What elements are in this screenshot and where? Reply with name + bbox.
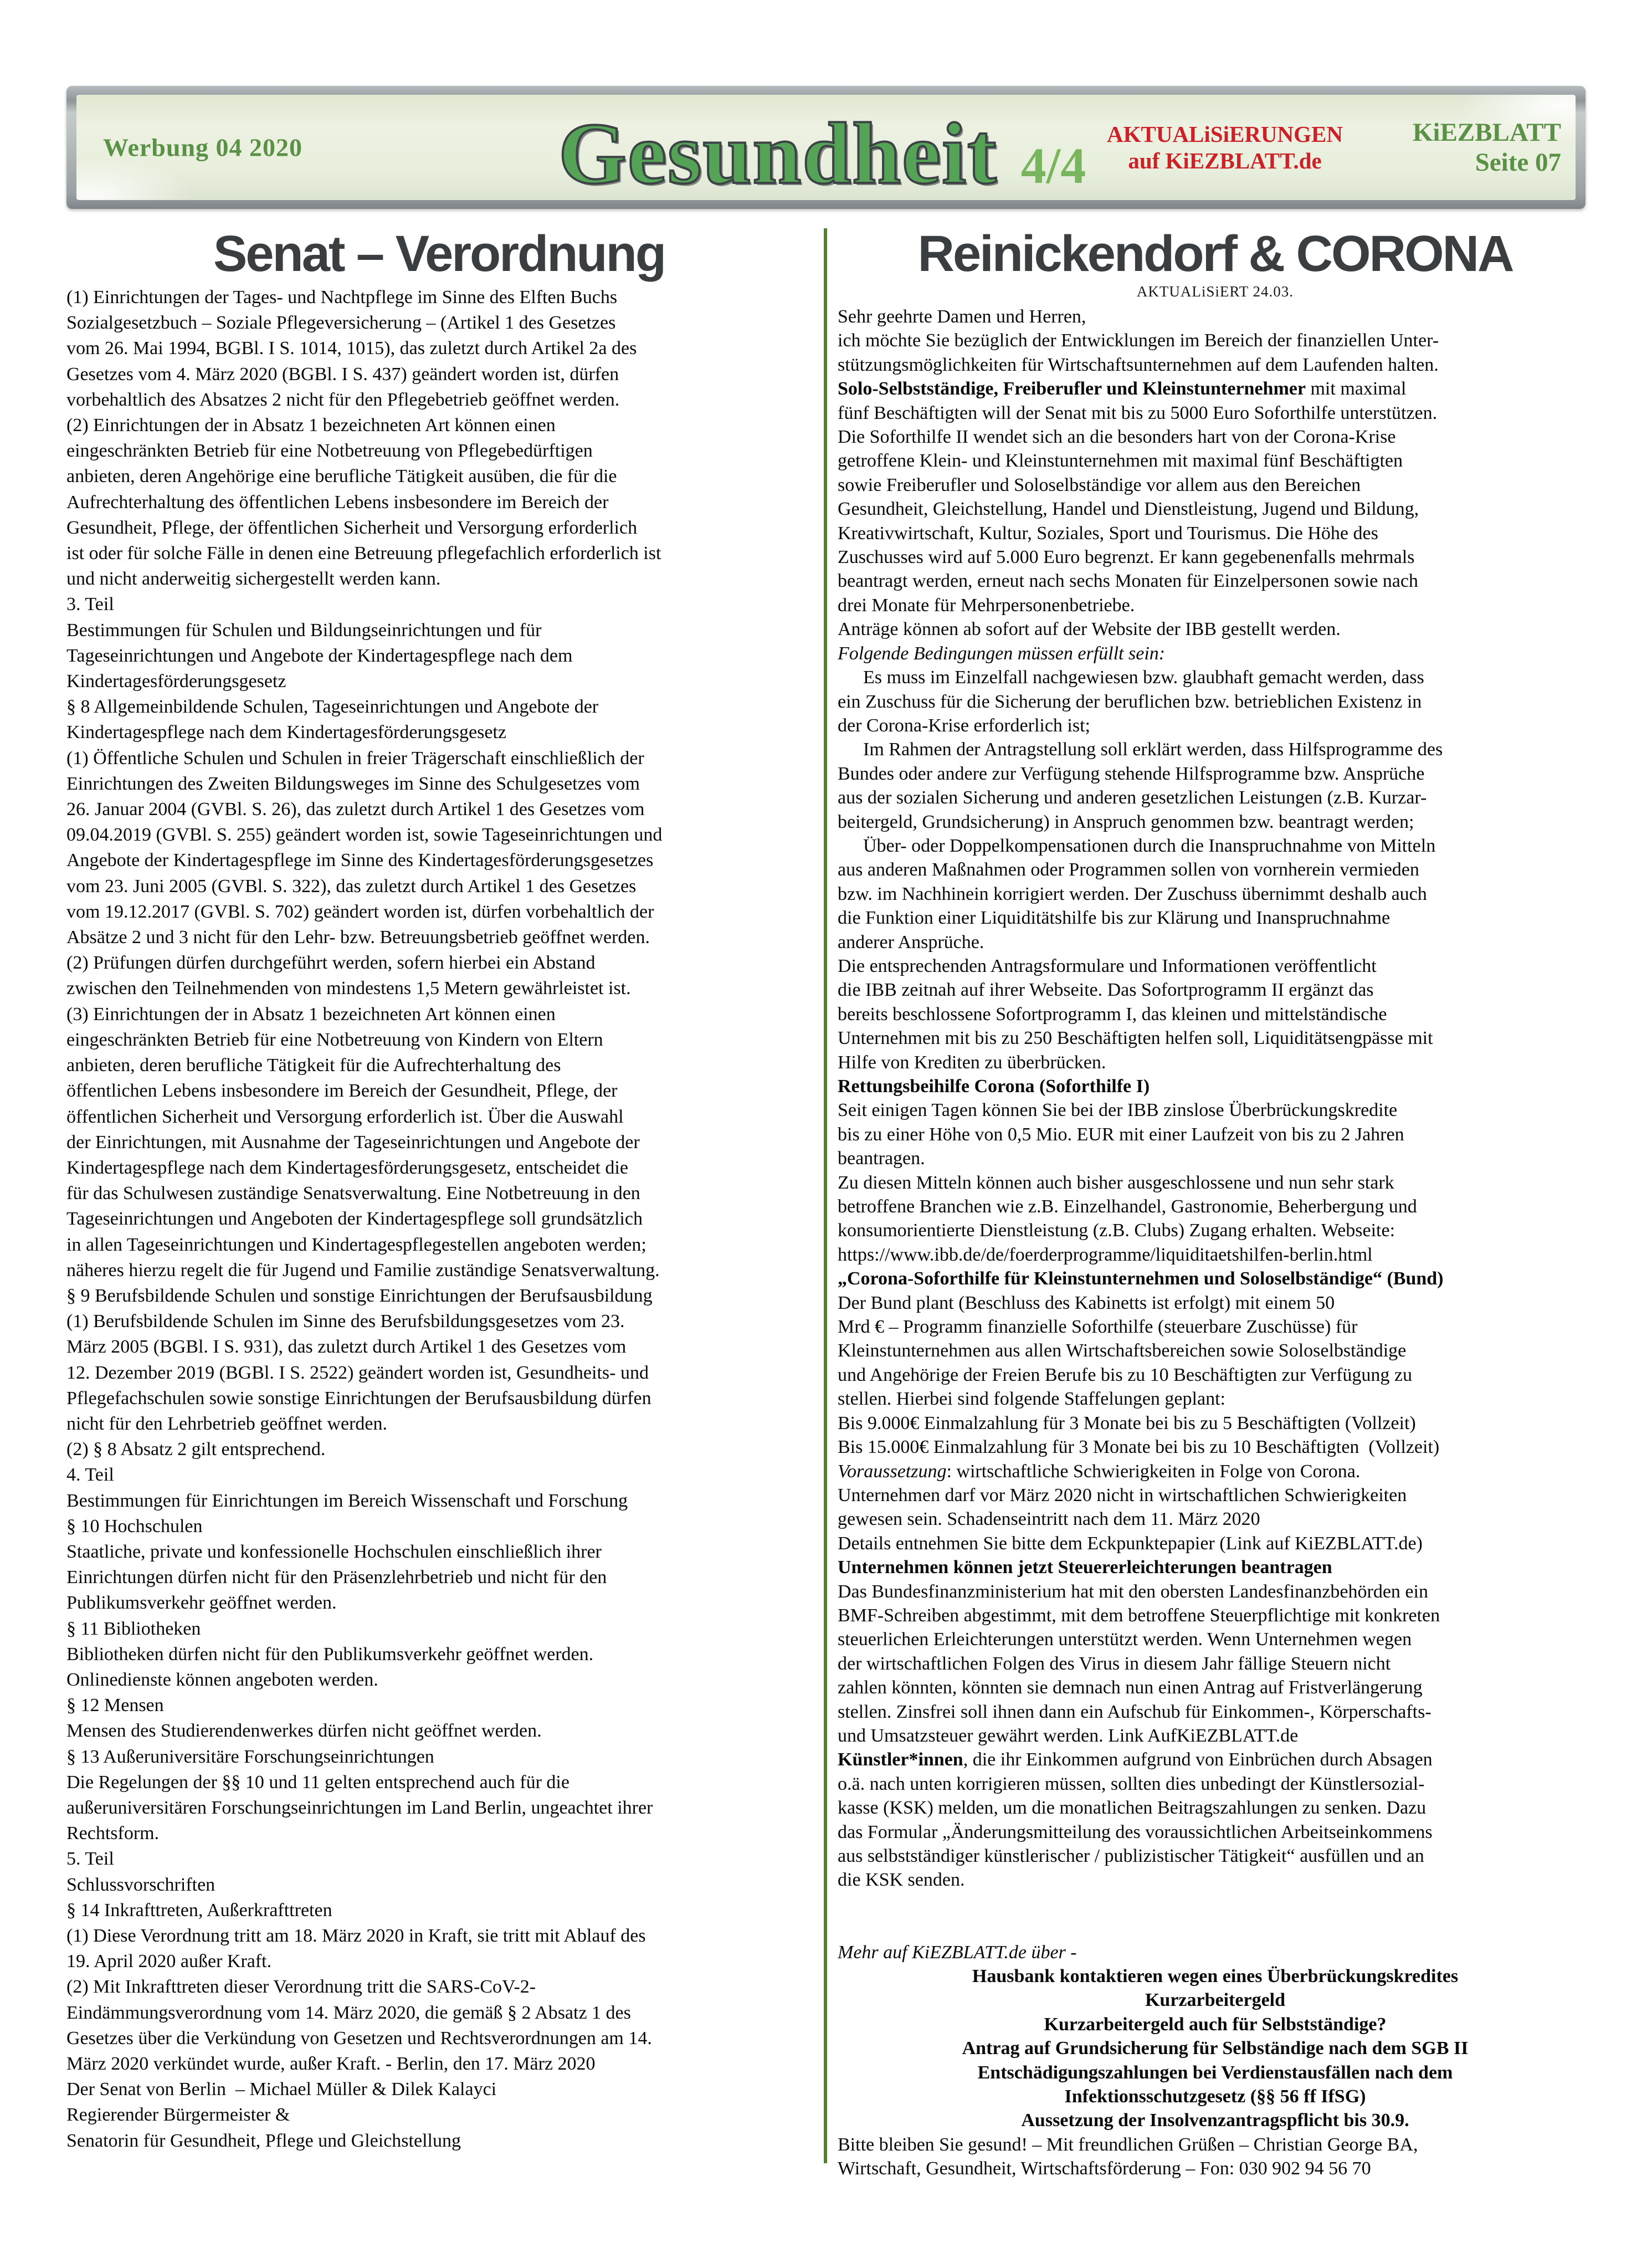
page-number-label: Seite 07	[1475, 148, 1561, 177]
page-part-indicator: 4/4	[1020, 137, 1086, 194]
text-line: Mehr auf KiEZBLATT.de über -	[838, 1942, 1077, 1963]
article-reinickendorf-corona	[838, 226, 1593, 2181]
text-line: § 14 Inkrafttreten, Außerkrafttreten	[66, 1899, 332, 1921]
text-line: Gesetzes über die Verkündung von Gesetzen und Rechtsverordnungen am 14.	[66, 2027, 652, 2049]
text-line: Pflegefachschulen sowie sonstige Einrichtungen der Berufsausbildung dürfen	[66, 1387, 651, 1409]
brand-block	[1413, 117, 1561, 177]
lead-emphasis: Voraussetzung	[838, 1461, 947, 1482]
text-line: BMF-Schreiben abgestimmt, mit dem betroffene Steuerpflichtige mit konkreten	[838, 1605, 1440, 1626]
text-line: aus anderen Maßnahmen oder Programmen sollen von vornherein vermieden	[838, 859, 1419, 880]
text-line: Infektionsschutzgesetz (§§ 56 ff IfSG)	[1064, 2086, 1366, 2107]
right-article-heading: Reinickendorf & CORONA	[917, 226, 1513, 282]
text-line: https://www.ibb.de/de/foerderprogramme/liquiditaetshilfen-berlin.html	[838, 1244, 1373, 1265]
text-line: für das Schulwesen zuständige Senatsverwaltung. Eine Notbetreuung in den	[66, 1183, 640, 1204]
text-line: Kurzarbeitergeld	[1145, 1990, 1286, 2011]
text-line: öffentlichen Lebens insbesondere im Bereich der Gesundheit, Pflege, der	[66, 1081, 618, 1102]
text-line: anbieten, deren berufliche Tätigkeit für die Aufrechterhaltung des	[66, 1055, 561, 1076]
text-line: die KSK senden.	[838, 1870, 965, 1891]
text-line: Hausbank kontaktieren wegen eines Überbrückungskredites	[972, 1966, 1459, 1987]
text-line: Absätze 2 und 3 nicht für den Lehr- bzw. Betreuungsbetrieb geöffnet werden.	[66, 927, 650, 948]
line-text: mit maximal	[1305, 378, 1407, 400]
text-line: 3. Teil	[66, 594, 114, 615]
text-line: Wirtschaft, Gesundheit, Wirtschaftsförderung – Fon: 030 902 94 56 70	[838, 2158, 1371, 2179]
text-line: anderer Ansprüche.	[838, 931, 984, 953]
text-line: (2) Einrichtungen der in Absatz 1 bezeichneten Art können einen	[66, 415, 556, 436]
text-line: Eindämmungsverordnung vom 14. März 2020, die gemäß § 2 Absatz 1 des	[66, 2002, 631, 2023]
line-text: , die ihr Einkommen aufgrund von Einbrüchen durch Absagen	[963, 1749, 1433, 1770]
text-line: die Funktion einer Liquiditätshilfe bis zur Klärung und Inanspruchnahme	[838, 908, 1391, 929]
text-line: Kreativwirtschaft, Kultur, Soziales, Sport und Tourismus. Die Höhe des	[838, 523, 1378, 544]
text-line: bzw. im Nachhinein korrigiert werden. Der Zuschuss übernimmt deshalb auch	[838, 883, 1427, 904]
text-line: steuerlichen Erleichterungen unterstützt werden. Wenn Unternehmen wegen	[838, 1629, 1412, 1650]
text-line: aus selbstständiger künstlerischer / publizistischer Tätigkeit“ ausfüllen und an	[838, 1846, 1424, 1866]
text-line: Senatorin für Gesundheit, Pflege und Gleichstellung	[66, 2130, 461, 2151]
text-line: stellen. Zinsfrei soll ihnen dann ein Aufschub für Einkommen-, Körperschafts-	[838, 1701, 1432, 1722]
text-line: Publikumsverkehr geöffnet werden.	[66, 1593, 337, 1614]
text-line: konsumorientierte Dienstleistung (z.B. Clubs) Zugang erhalten. Webseite:	[838, 1220, 1396, 1241]
text-line: Seit einigen Tagen können Sie bei der IBB zinslose Überbrückungskredite	[838, 1100, 1398, 1121]
text-line: öffentlichen Sicherheit und Versorgung erforderlich ist. Über die Auswahl	[66, 1106, 624, 1127]
text-line: Zu diesen Mitteln können auch bisher ausgeschlossene und nun sehr stark	[838, 1172, 1394, 1193]
text-line: (1) Einrichtungen der Tages- und Nachtpflege im Sinne des Elften Buchs	[66, 287, 618, 308]
text-line: Gesundheit, Gleichstellung, Handel und Dienstleistung, Jugend und Bildung,	[838, 499, 1419, 520]
text-line: Unternehmen mit bis zu 250 Beschäftigten helfen soll, Liquiditätsengpässe mit	[838, 1028, 1433, 1049]
text-line: o.ä. nach unten korrigieren müssen, sollten dies unbedingt der Künstlersozial-	[838, 1773, 1425, 1794]
text-line: ist oder für solche Fälle in denen eine Betreuung pflegefachlich erforderlich ist	[66, 543, 661, 564]
text-line: Kurzarbeitergeld auch für Selbstständige?	[1044, 2014, 1387, 2035]
text-line: und Umsatzsteuer gewährt werden. Link AufKiEZBLATT.de	[838, 1725, 1299, 1746]
text-line: der wirtschaftlichen Folgen des Virus in diesem Jahr fällige Steuern nicht	[838, 1653, 1391, 1674]
text-line: Bestimmungen für Einrichtungen im Bereich Wissenschaft und Forschung	[66, 1490, 628, 1511]
text-line: Gesundheit, Pflege, der öffentlichen Sicherheit und Versorgung erforderlich	[66, 517, 638, 538]
text-line: Unternehmen darf vor März 2020 nicht in wirtschaftlichen Schwierigkeiten	[838, 1484, 1407, 1506]
text-line: (2) Prüfungen dürfen durchgeführt werden, sofern hierbei ein Abstand	[66, 953, 596, 974]
text-line: zwischen den Teilnehmenden von mindestens 1,5 Metern gewährleistet ist.	[66, 978, 631, 999]
text-line: Staatliche, private und konfessionelle Hochschulen einschließlich ihrer	[66, 1541, 602, 1562]
text-line: Einrichtungen des Zweiten Bildungsweges im Sinne des Schulgesetzes vom	[66, 773, 640, 794]
right-article-body	[838, 305, 1593, 2181]
text-line: drei Monate für Mehrpersonenbetriebe.	[838, 595, 1135, 616]
text-line: Aufrechterhaltung des öffentlichen Lebens insbesondere im Bereich der	[66, 491, 609, 513]
text-line: 12. Dezember 2019 (BGBl. I S. 2522) geändert worden ist, Gesundheits- und	[66, 1362, 649, 1383]
text-line: Das Bundesfinanzministerium hat mit den obersten Landesfinanzbehörden ein	[838, 1581, 1428, 1602]
text-line: bereits beschlossene Sofortprogramm I, das kleinen und mittelständische	[838, 1003, 1387, 1025]
text-line: ein Zuschuss für die Sicherung der beruflichen bzw. betrieblichen Existenz in	[838, 691, 1422, 712]
text-line: 09.04.2019 (GVBl. S. 255) geändert worden ist, sowie Tageseinrichtungen und	[66, 825, 663, 846]
text-line: näheres hierzu regelt die für Jugend und Familie zuständige Senatsverwaltung.	[66, 1259, 660, 1281]
text-line: Regierender Bürgermeister &	[66, 2105, 290, 2126]
text-line: Im Rahmen der Antragstellung soll erklärt werden, dass Hilfsprogramme des	[863, 739, 1443, 760]
text-line: Tageseinrichtungen und Angebote der Kindertagespflege nach dem	[66, 645, 573, 666]
text-line: Es muss im Einzelfall nachgewiesen bzw. glaubhaft gemacht werden, dass	[863, 667, 1424, 688]
text-line: bis zu einer Höhe von 0,5 Mio. EUR mit einer Laufzeit von bis zu 2 Jahren	[838, 1124, 1404, 1145]
text-line: und nicht anderweitig sichergestellt werden kann.	[66, 569, 441, 590]
text-line: Kindertagespflege nach dem Kindertagesförderungsgesetz, entscheidet die	[66, 1157, 628, 1178]
text-line: außeruniversitären Forschungseinrichtungen im Land Berlin, ungeachtet ihrer	[66, 1797, 653, 1818]
updates-notice	[1107, 121, 1343, 174]
text-line: (3) Einrichtungen der in Absatz 1 bezeichneten Art können einen	[66, 1003, 556, 1025]
text-line: und Angehörige der Freien Berufe bis zu 10 Beschäftigten zur Verfügung zu	[838, 1364, 1413, 1385]
text-line: § 11 Bibliotheken	[66, 1618, 201, 1639]
text-line: Anträge können ab sofort auf der Website der IBB gestellt werden.	[838, 619, 1341, 640]
text-line: vom 19.12.2017 (GVBl. S. 702) geändert worden ist, dürfen vorbehaltlich der	[66, 901, 654, 922]
text-line: Rettungsbeihilfe Corona (Soforthilfe I)	[838, 1076, 1150, 1097]
text-line: sowie Freiberufler und Soloselbständige vor allem aus den Bereichen	[838, 474, 1361, 495]
text-line: Bundes oder andere zur Verfügung stehende Hilfsprogramme bzw. Ansprüche	[838, 763, 1425, 784]
text-line: § 12 Mensen	[66, 1695, 164, 1716]
text-line: Der Senat von Berlin – Michael Müller & Dilek Kalayci	[66, 2079, 497, 2100]
column-divider	[824, 228, 827, 2163]
text-line: Kleinstunternehmen aus allen Wirtschaftsbereichen sowie Soloselbständige	[838, 1340, 1407, 1361]
text-line: 26. Januar 2004 (GVBl. S. 26), das zuletzt durch Artikel 1 des Gesetzes vom	[66, 799, 645, 820]
text-line: vom 26. Mai 1994, BGBl. I S. 1014, 1015), das zuletzt durch Artikel 2a des	[66, 338, 637, 359]
text-line: getroffene Klein- und Kleinstunternehmen mit maximal fünf Beschäftigten	[838, 450, 1403, 472]
text-line: (2) § 8 Absatz 2 gilt entsprechend.	[66, 1439, 326, 1460]
lead-emphasis: Künstler*innen	[838, 1749, 963, 1770]
text-line: März 2020 verkündet wurde, außer Kraft. - Berlin, den 17. März 2020	[66, 2054, 596, 2075]
text-line: 4. Teil	[66, 1465, 114, 1486]
text-line: Aussetzung der Insolvenzantragspflicht bis 30.9.	[1021, 2110, 1409, 2131]
text-line: Mrd € – Programm finanzielle Soforthilfe (steuerbare Zuschüsse) für	[838, 1317, 1358, 1338]
text-line: betroffene Branchen wie z.B. Einzelhandel, Gastronomie, Beherbergung und	[838, 1196, 1417, 1217]
text-line: 5. Teil	[66, 1849, 114, 1870]
text-line: beantragen.	[838, 1148, 925, 1169]
text-line: Unternehmen können jetzt Steuererleichterungen beantragen	[838, 1557, 1332, 1578]
text-line: § 10 Hochschulen	[66, 1515, 203, 1537]
text-line: § 13 Außeruniversitäre Forschungseinrichtungen	[66, 1746, 434, 1767]
text-line: Tageseinrichtungen und Angeboten der Kindertagespflege soll grundsätzlich	[66, 1209, 643, 1230]
text-line: Entschädigungszahlungen bei Verdienstausfällen nach dem	[977, 2062, 1453, 2083]
edition-label: Werbung 04 2020	[103, 133, 303, 162]
text-line: das Formular „Änderungsmitteilung des voraussichtlichen Arbeitseinkommens	[838, 1821, 1433, 1842]
brand-name: KiEZBLATT	[1412, 118, 1561, 147]
text-line: 19. April 2020 außer Kraft.	[66, 1951, 272, 1972]
text-line: Folgende Bedingungen müssen erfüllt sein:	[838, 643, 1166, 664]
text-line: Einrichtungen dürfen nicht für den Präsenzlehrbetrieb und nicht für den	[66, 1567, 607, 1588]
text-line	[838, 377, 1593, 401]
text-line: (1) Diese Verordnung tritt am 18. März 2020 in Kraft, sie tritt mit Ablauf des	[66, 1926, 646, 1946]
updates-notice-line1: AKTUALiSiERUNGEN	[1106, 121, 1343, 147]
text-line: Rechtsform.	[66, 1823, 160, 1844]
text-line: Angebote der Kindertagespflege im Sinne des Kindertagesförderungsgesetzes	[66, 850, 654, 871]
text-line: Onlinedienste können angeboten werden.	[66, 1669, 378, 1690]
text-line: Bitte bleiben Sie gesund! – Mit freundlichen Grüßen – Christian George BA,	[838, 2134, 1418, 2155]
text-line: stützungsmöglichkeiten für Wirtschaftsunternehmen auf dem Laufenden halten.	[838, 354, 1439, 375]
text-line: Bis 15.000€ Einmalzahlung für 3 Monate bei bis zu 10 Beschäftigten (Vollzeit)	[838, 1437, 1440, 1458]
text-line: Gesetzes vom 4. März 2020 (BGBl. I S. 437) geändert worden ist, dürfen	[66, 363, 619, 385]
text-line: stellen. Hierbei sind folgende Staffelungen geplant:	[838, 1389, 1225, 1410]
text-line: zahlen könnten, könnten sie demnach nun einen Antrag auf Fristverlängerung	[838, 1677, 1423, 1698]
text-line: beantragt werden, erneut nach sechs Monaten für Einzelpersonen sowie nach	[838, 571, 1418, 592]
text-line: eingeschränkten Betrieb für eine Notbetreuung von Kindern von Eltern	[66, 1029, 603, 1050]
text-line: Details entnehmen Sie bitte dem Eckpunktepapier (Link auf KiEZBLATT.de)	[838, 1533, 1423, 1554]
text-line: (2) Mit Inkrafttreten dieser Verordnung tritt die SARS-CoV-2-	[66, 1977, 536, 1998]
text-line: Hilfe von Krediten zu überbrücken.	[838, 1052, 1106, 1073]
text-line: Die entsprechenden Antragsformulare und Informationen veröffentlicht	[838, 955, 1377, 976]
header-banner-panel	[76, 95, 1576, 200]
text-line: vorbehaltlich des Absatzes 2 nicht für den Pflegebetrieb geöffnet werden.	[66, 389, 620, 410]
text-line: beitergeld, Grundsicherung) in Anspruch genommen bzw. beantragt werden;	[838, 811, 1414, 832]
left-article-body	[66, 285, 812, 2154]
text-line: Antrag auf Grundsicherung für Selbständige nach dem SGB II	[962, 2038, 1469, 2059]
text-line: Über- oder Doppelkompensationen durch die Inanspruchnahme von Mitteln	[863, 835, 1436, 856]
text-line: Sehr geehrte Damen und Herren,	[838, 306, 1086, 327]
text-line: die IBB zeitnah auf ihrer Webseite. Das Sofortprogramm II ergänzt das	[838, 980, 1374, 1001]
text-line: Kindertagesförderungsgesetz	[66, 671, 286, 692]
text-line: aus der sozialen Sicherung und anderen gesetzlichen Leistungen (z.B. Kurzar-	[838, 787, 1427, 808]
text-line: Bestimmungen für Schulen und Bildungseinrichtungen und für	[66, 619, 542, 641]
text-line	[838, 1748, 1593, 1771]
text-line: Mensen des Studierendenwerkes dürfen nicht geöffnet werden.	[66, 1721, 542, 1742]
text-line: der Einrichtungen, mit Ausnahme der Tageseinrichtungen und Angebote der	[66, 1131, 640, 1153]
text-line: Schlussvorschriften	[66, 1874, 216, 1895]
text-line: „Corona-Soforthilfe für Kleinstunternehmen und Soloselbständige“ (Bund)	[838, 1268, 1444, 1289]
text-line: März 2005 (BGBl. I S. 931), das zuletzt durch Artikel 1 des Gesetzes vom	[66, 1337, 627, 1358]
article-senat-verordnung	[66, 226, 812, 2154]
right-article-subheading: AKTUALiSiERT 24.03.	[1136, 283, 1294, 300]
line-text: : wirtschaftliche Schwierigkeiten in Folge von Corona.	[946, 1461, 1361, 1482]
text-line: Bis 9.000€ Einmalzahlung für 3 Monate bei bis zu 5 Beschäftigten (Vollzeit)	[838, 1412, 1416, 1433]
text-line: Die Regelungen der §§ 10 und 11 gelten entsprechend auch für die	[66, 1771, 570, 1793]
text-line: (1) Berufsbildende Schulen im Sinne des Berufsbildungsgesetzes vom 23.	[66, 1311, 625, 1332]
text-line: Bibliotheken dürfen nicht für den Publikumsverkehr geöffnet werden.	[66, 1643, 594, 1665]
text-line: vom 23. Juni 2005 (GVBl. S. 322), das zuletzt durch Artikel 1 des Gesetzes	[66, 875, 637, 897]
masthead-title: Gesundheit	[558, 105, 998, 202]
lead-emphasis: Solo-Selbstständige, Freiberufler und Kleinstunternehmer	[838, 378, 1306, 400]
text-line: gewesen sein. Schadenseintritt nach dem 11. März 2020	[838, 1509, 1260, 1530]
blank-line	[838, 1892, 1593, 1916]
text-line: § 8 Allgemeinbildende Schulen, Tageseinrichtungen und Angebote der	[66, 697, 599, 718]
text-line: § 9 Berufsbildende Schulen und sonstige Einrichtungen der Berufsausbildung	[66, 1285, 653, 1306]
text-line: in allen Tageseinrichtungen und Kindertagespflegestellen angeboten werden;	[66, 1234, 647, 1255]
text-line: kasse (KSK) melden, um die monatlichen Beitragszahlungen zu senken. Dazu	[838, 1798, 1427, 1819]
left-article-heading: Senat – Verordnung	[213, 226, 665, 282]
text-line	[838, 1460, 1593, 1483]
masthead-title-group	[558, 105, 1086, 202]
text-line: fünf Beschäftigten will der Senat mit bis zu 5000 Euro Soforthilfe unterstützen.	[838, 402, 1438, 423]
text-line: Der Bund plant (Beschluss des Kabinetts ist erfolgt) mit einem 50	[838, 1292, 1335, 1313]
text-line: anbieten, deren Angehörige eine berufliche Tätigkeit ausüben, die für die	[66, 466, 617, 487]
text-line: der Corona-Krise erforderlich ist;	[838, 715, 1090, 736]
text-line: Kindertagespflege nach dem Kindertagesförderungsgesetz	[66, 722, 506, 743]
text-line: Sozialgesetzbuch – Soziale Pflegeversicherung – (Artikel 1 des Gesetzes	[66, 313, 616, 334]
header-banner	[66, 86, 1586, 209]
text-line: (1) Öffentliche Schulen und Schulen in freier Trägerschaft einschließlich der	[66, 747, 644, 769]
blank-line	[838, 1916, 1593, 1940]
text-line: eingeschränkten Betrieb für eine Notbetreuung von Pflegebedürftigen	[66, 441, 593, 462]
updates-notice-line2: auf KiEZBLATT.de	[1128, 148, 1322, 173]
text-line: Zuschusses wird auf 5.000 Euro begrenzt. Er kann gegebenenfalls mehrmals	[838, 547, 1415, 568]
text-line: ich möchte Sie bezüglich der Entwicklungen im Bereich der finanziellen Unter-	[838, 330, 1439, 351]
text-line: nicht für den Lehrbetrieb geöffnet werden.	[66, 1413, 388, 1434]
text-line: Die Soforthilfe II wendet sich an die besonders hart von der Corona-Krise	[838, 427, 1396, 448]
